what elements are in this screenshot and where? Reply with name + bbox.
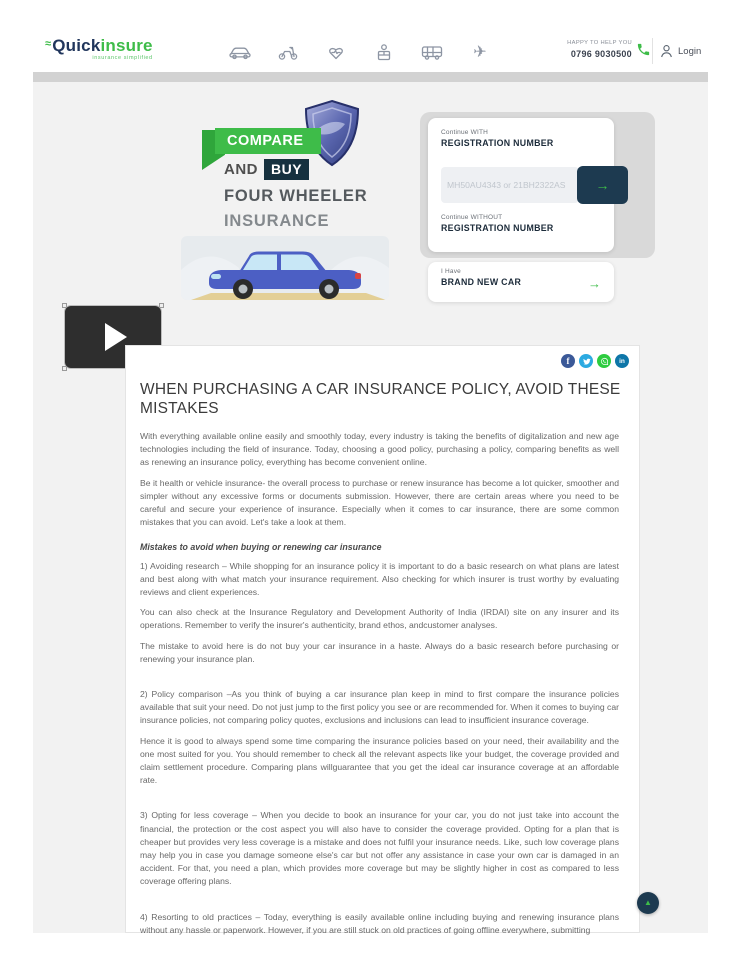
login-label: Login: [678, 45, 702, 57]
brand-new-car-label: BRAND NEW CAR: [441, 277, 522, 287]
logo-mark-icon: ≈: [45, 38, 52, 50]
article-paragraph: 3) Opting for less coverage – When you decide to book an insurance for your car, you do not just take into account the financial, the protection or the cost aspect you will also have to consider the coverage provided. Opting for a plan that is cheaper but provides very less coverage is a mistake and does not fulfil your insurance needs. Like, such low coverage plans may help you in case you damage someone else's car but not offer any assistance in case your own car is damaged in an accident. For that, you need a plan, which provides more coverage but may be slightly higher in cost as compared to less coverage offering plans.: [140, 810, 619, 887]
facebook-share-icon[interactable]: f: [561, 354, 575, 368]
registration-go-button[interactable]: [577, 166, 628, 204]
nav-two-wheeler-insurance-icon[interactable]: [276, 42, 300, 62]
article-paragraph: Be it health or vehicle insurance- the overall process to purchase or renew insurance has become a lot quicker, smoother and simpler without any excessive forms or documents submission. However, there are certain areas where you need to be careful and secure your experience of insurance. Especially when it comes to car insurance, there are some common mistakes that you can avoid. Let's take a look at them.: [140, 477, 619, 528]
buy-highlight: BUY: [264, 159, 309, 180]
banner-compare-text: COMPARE: [227, 133, 304, 149]
play-icon: [105, 323, 127, 351]
article-body: [140, 430, 619, 937]
plane-icon: ✈: [473, 44, 487, 61]
continue-with-bold-label: REGISTRATION NUMBER: [441, 138, 554, 148]
continue-without-bold-label: REGISTRATION NUMBER: [441, 223, 554, 233]
login-button[interactable]: [660, 44, 701, 58]
brand-new-car-card[interactable]: [428, 262, 614, 302]
resize-handle[interactable]: [62, 303, 67, 308]
nav-health-insurance-icon[interactable]: [324, 42, 348, 62]
continue-without-label: Continue WITHOUT: [441, 214, 503, 221]
logo-tagline: insurance simplified: [92, 55, 153, 61]
ribbon: [215, 128, 321, 154]
header-divider: [652, 38, 653, 64]
article-paragraph: Hence it is good to always spend some time comparing the insurance policies based on your need, their availability and the one most suited for you. You should remember to check all the relevant aspects like your budget, the coverage provided and claim settlement procedure. Comparing plans willguarantee that you get the ideal car insurance coverage at an affordable rate.: [140, 735, 619, 786]
help-phone-number: 0796 9030500: [570, 49, 632, 59]
resize-handle[interactable]: [62, 366, 67, 371]
banner-and-buy: AND BUY: [224, 159, 309, 180]
nav-commercial-vehicle-insurance-icon[interactable]: [420, 42, 444, 62]
nav-travel-insurance-icon[interactable]: [468, 42, 492, 62]
product-nav: [228, 42, 492, 62]
help-contact: [556, 40, 632, 59]
article-paragraph: 1) Avoiding research – While shopping for an insurance policy it is important to do a basic research on what plans are latest and best along with what match your insurance requirement. Also checking for which insurer is trust worthy by evaluating reviews and client experiences.: [140, 560, 619, 598]
article-paragraph: The mistake to avoid here is do not buy your car insurance in a haste. Always do a basic research before purchasing or renewing your insurance plan.: [140, 640, 619, 664]
article-content: [126, 346, 639, 937]
social-share-bar: [561, 354, 629, 368]
whatsapp-share-icon[interactable]: [597, 354, 611, 368]
registration-number-input[interactable]: [441, 167, 579, 203]
article-card: [125, 345, 640, 933]
continue-with-label: Continue WITH: [441, 129, 489, 136]
linkedin-share-icon[interactable]: in: [615, 354, 629, 368]
logo-wordmark: ≈Quickinsure: [45, 36, 153, 55]
nav-car-insurance-icon[interactable]: [228, 42, 252, 62]
arrow-up-icon: ▲: [644, 898, 652, 907]
article-paragraph: You can also check at the Insurance Regulatory and Development Authority of India (IRDAI) site on any insurer and its operations. Remember to verify the insurer's authenticity, brand ethos, andcustomer analyses.: [140, 607, 619, 631]
article-paragraph: 2) Policy comparison –As you think of buying a car insurance plan keep in mind to first compare the insurance policies available that suit your need. Do not just jump to the first policy you see or are recommended for. When it comes to buying car insurance policies, not comparing policy quotes, exclusions and inclusions can lead to insufficient insurance coverage.: [140, 689, 619, 726]
banner-line3: FOUR WHEELER: [224, 187, 368, 205]
top-gray-band: [33, 72, 708, 82]
twitter-share-icon[interactable]: [579, 354, 593, 368]
resize-handle[interactable]: [159, 303, 164, 308]
article-paragraph: 4) Resorting to old practices – Today, everything is easily available online including buying and renewing insurance plans without any hassle or paperwork. However, if you are still stuck on old practices of going offline everywhere, submitting: [140, 911, 619, 935]
hero-banner: [175, 100, 395, 300]
arrow-right-icon: →: [595, 177, 610, 193]
registration-input-row: [441, 167, 610, 203]
article-paragraph: With everything available online easily and smoothly today, every industry is taking the benefits of digitalization and new age technologies including the field of insurance. Today, choosing a good policy, purchasing a policy, comparing benefits as well as renewing an insurance policy, everything has become convenient online.: [140, 431, 619, 468]
quickinsure-logo[interactable]: [45, 37, 153, 62]
arrow-right-icon: →: [588, 276, 601, 291]
article-title: WHEN PURCHASING A CAR INSURANCE POLICY, AVOID THESE MISTAKES: [140, 381, 621, 417]
scroll-to-top-button[interactable]: [637, 892, 659, 914]
car-illustration: [181, 236, 389, 300]
continue-without-block[interactable]: [441, 214, 554, 233]
banner-line4: INSURANCE: [224, 212, 330, 230]
phone-icon[interactable]: [636, 42, 651, 62]
article-subheading: Mistakes to avoid when buying or renewing car insurance: [140, 542, 382, 553]
i-have-label: I Have: [441, 268, 461, 275]
help-label: HAPPY TO HELP YOU: [567, 40, 632, 46]
nav-life-insurance-icon[interactable]: [372, 42, 396, 62]
registration-card: [428, 118, 614, 252]
user-icon: [660, 44, 673, 58]
